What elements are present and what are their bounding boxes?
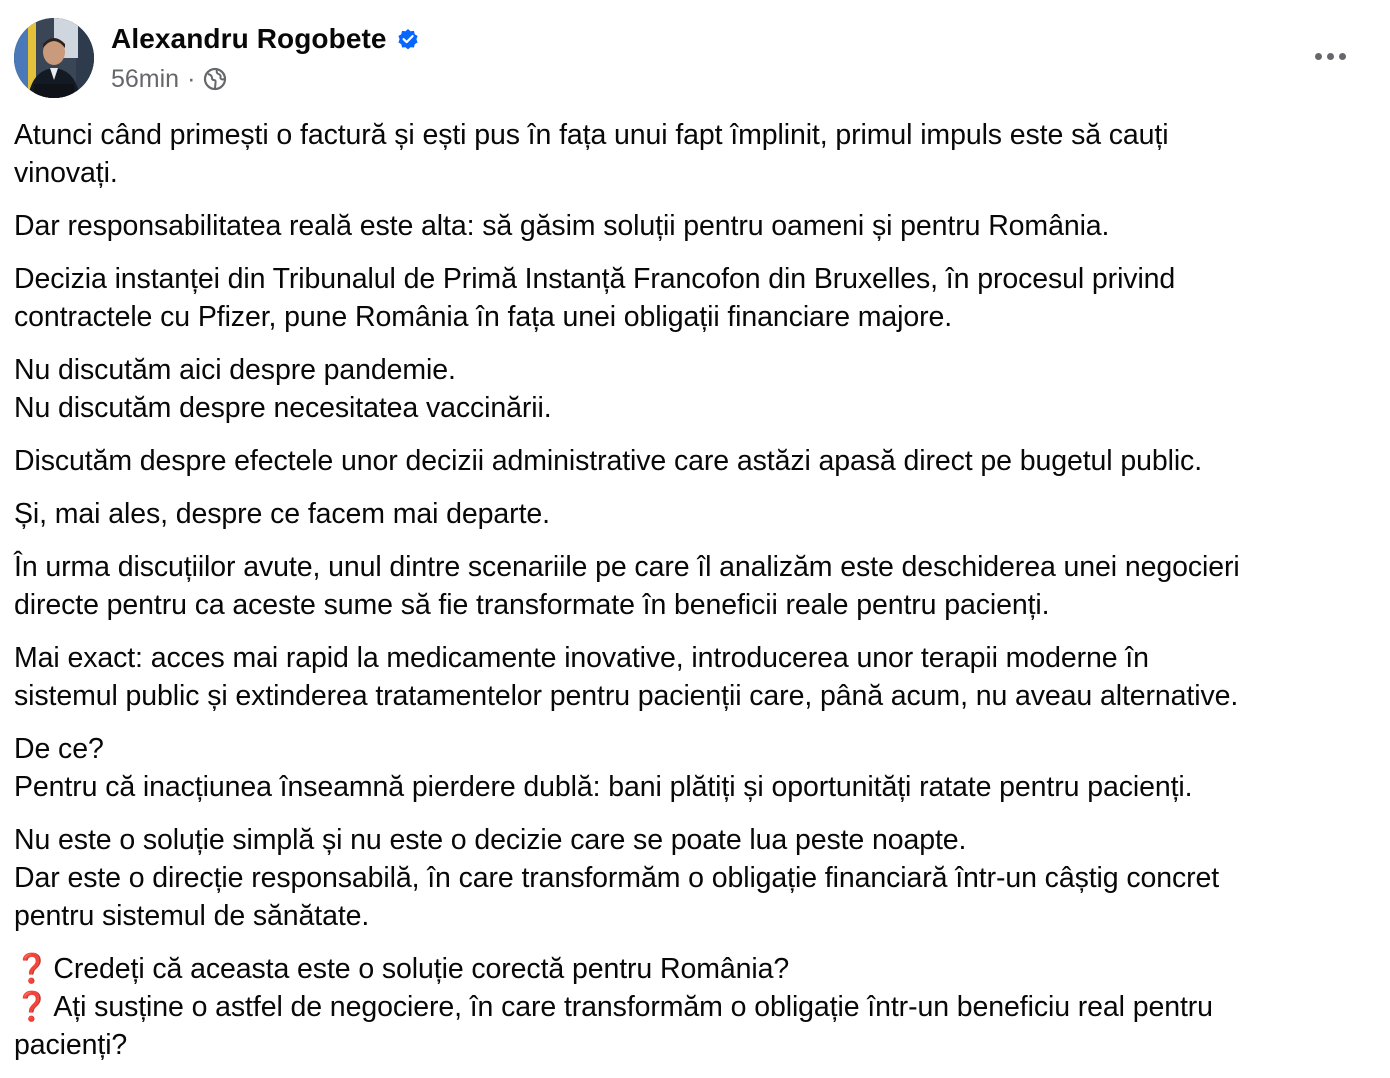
- post-paragraph: [14, 442, 1374, 480]
- post-line: Și, mai ales, despre ce facem mai departe.: [14, 498, 550, 530]
- post-line: sistemul public și extinderea tratamentelor pentru pacienții care, până acum, nu aveau alternative.: [14, 680, 1239, 712]
- author-name[interactable]: Alexandru Rogobete: [111, 23, 387, 54]
- post-paragraph: [14, 548, 1374, 624]
- post-line: Mai exact: acces mai rapid la medicamente inovative, introducerea unor terapii moderne în: [14, 642, 1149, 674]
- more-dot-icon: [1327, 53, 1334, 60]
- post-paragraph: [14, 351, 1374, 427]
- question-line: [14, 950, 1374, 988]
- post-paragraph: [14, 260, 1374, 336]
- post-line: Atunci când primești o factură și ești pus în fața unui fapt împlinit, primul impuls este să cauți: [14, 119, 1169, 151]
- post-timestamp[interactable]: 56min: [111, 64, 180, 93]
- post-line: Nu discutăm aici despre pandemie.: [14, 354, 456, 386]
- meta-separator: ·: [187, 64, 196, 93]
- globe-icon[interactable]: [203, 67, 227, 91]
- post-line: Dar este o direcție responsabilă, în care transformăm o obligație financiară într-un câștig concret: [14, 862, 1220, 894]
- post-paragraph: [14, 730, 1374, 806]
- more-options-button[interactable]: [1310, 40, 1350, 72]
- post-line: Discutăm despre efectele unor decizii administrative care astăzi apasă direct pe bugetul public.: [14, 445, 1203, 477]
- profile-photo-icon: [14, 18, 94, 98]
- post-line: contractele cu Pfizer, pune România în fața unei obligații financiare majore.: [14, 301, 953, 333]
- post-line: Nu discutăm despre necesitatea vaccinării.: [14, 392, 552, 424]
- author-row: [111, 19, 420, 59]
- post-line: Pentru că inacțiunea înseamnă pierdere dublă: bani plătiți și oportunități ratate pentru pacienți.: [14, 771, 1193, 803]
- post-text: [14, 116, 1374, 1078]
- post-paragraph: [14, 116, 1374, 192]
- post-line: Nu este o soluție simplă și nu este o decizie care se poate lua peste noapte.: [14, 824, 967, 856]
- question-line: [14, 1026, 1374, 1064]
- post-subline: [111, 61, 420, 97]
- post-line: pentru sistemul de sănătate.: [14, 900, 370, 932]
- post-header: [14, 18, 420, 98]
- avatar[interactable]: [14, 18, 94, 98]
- question-text: Ați susține o astfel de negociere, în care transformăm o obligație într-un beneficiu real pentru: [53, 991, 1213, 1023]
- post-line: De ce?: [14, 733, 104, 765]
- question-line: [14, 988, 1374, 1026]
- post-paragraph: [14, 821, 1374, 935]
- question-text: Credeți că aceasta este o soluție corectă pentru România?: [53, 953, 790, 985]
- verified-badge-icon: [396, 27, 420, 51]
- post-paragraph: [14, 495, 1374, 533]
- more-dot-icon: [1339, 53, 1346, 60]
- post-line: Dar responsabilitatea reală este alta: să găsim soluții pentru oameni și pentru România.: [14, 210, 1110, 242]
- post-paragraph: [14, 207, 1374, 245]
- post-questions: [14, 950, 1374, 1064]
- post-line: directe pentru ca aceste sume să fie transformate în beneficii reale pentru pacienți.: [14, 589, 1050, 621]
- question-mark-icon: ❓: [14, 953, 50, 985]
- post-line: Decizia instanței din Tribunalul de Primă Instanță Francofon din Bruxelles, în procesul privind: [14, 263, 1176, 295]
- post-line: vinovați.: [14, 157, 118, 189]
- post-meta: [111, 19, 420, 97]
- question-mark-icon: ❓: [14, 991, 50, 1023]
- question-text: pacienți?: [14, 1029, 128, 1061]
- post-line: În urma discuțiilor avute, unul dintre scenariile pe care îl analizăm este deschiderea unei negocieri: [14, 551, 1240, 583]
- more-dot-icon: [1315, 53, 1322, 60]
- post-paragraph: [14, 639, 1374, 715]
